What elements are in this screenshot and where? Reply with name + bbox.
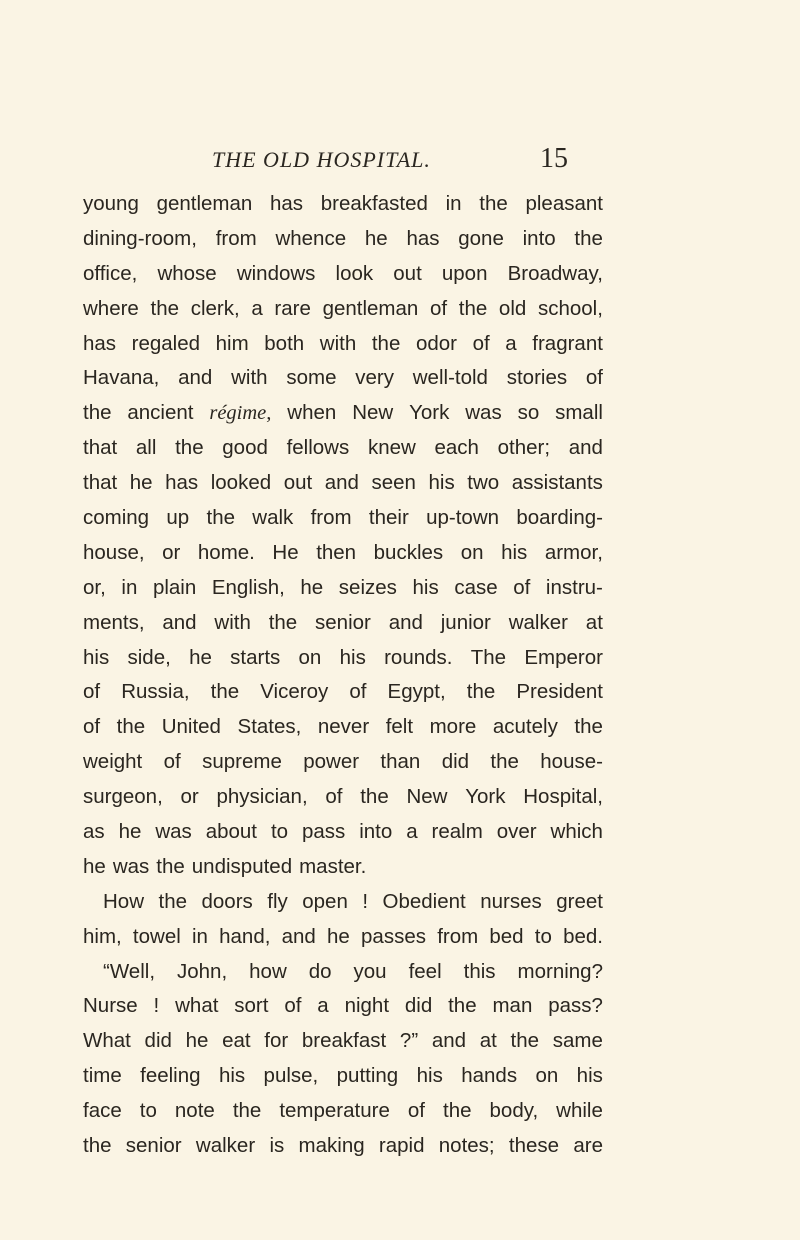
word: in — [191, 924, 208, 948]
word: open — [302, 889, 348, 913]
word: out — [393, 261, 422, 285]
word: fly — [267, 889, 288, 913]
word: gentleman — [156, 192, 253, 215]
word: than — [380, 750, 421, 774]
word: where — [83, 296, 139, 320]
text-line — [83, 920, 603, 955]
word: knew — [367, 436, 416, 460]
word: the — [206, 506, 235, 530]
word: The — [470, 645, 507, 669]
word: into — [522, 226, 556, 250]
word: senior — [315, 610, 371, 634]
word: has — [406, 226, 440, 250]
word: the — [479, 192, 508, 215]
word: he — [118, 820, 142, 844]
word: temperature — [279, 1099, 390, 1123]
word: ?” — [399, 1029, 419, 1053]
word: hands — [461, 1064, 518, 1088]
word: in — [121, 575, 138, 599]
word: at — [585, 610, 603, 634]
text-line — [83, 571, 603, 606]
word: a — [251, 296, 263, 320]
word: or — [162, 540, 181, 564]
word: rapid — [378, 1134, 425, 1158]
word: President — [516, 680, 603, 704]
word: ! — [153, 994, 160, 1018]
word: physician, — [216, 785, 308, 809]
text-line — [83, 327, 603, 362]
word: Russia, — [121, 680, 190, 704]
word: to — [534, 924, 552, 948]
word: gentleman — [322, 296, 419, 320]
text-line — [83, 885, 603, 920]
word: passes — [361, 924, 426, 948]
word: well-told — [412, 366, 488, 390]
text-line — [83, 1024, 603, 1059]
word: you — [353, 959, 387, 983]
word: plain — [152, 575, 197, 599]
word: the — [116, 715, 146, 739]
word: this — [463, 959, 496, 983]
word: of — [472, 331, 490, 355]
word: a — [317, 994, 329, 1018]
word: the — [448, 994, 477, 1018]
text-line — [83, 850, 603, 885]
word: he — [189, 645, 212, 669]
word: towel — [132, 924, 181, 948]
text-line — [83, 745, 603, 780]
word: body, — [489, 1099, 539, 1123]
word: fragrant — [532, 331, 603, 355]
word: on — [535, 1064, 559, 1088]
text-line — [83, 989, 603, 1024]
text-line — [83, 292, 603, 327]
word: house, — [83, 540, 145, 564]
word: he — [185, 1029, 209, 1053]
word: of — [83, 680, 101, 704]
word: for — [264, 1029, 289, 1053]
word: the — [268, 610, 298, 634]
word: small — [555, 401, 603, 425]
word: putting — [336, 1064, 399, 1088]
word: Emperor — [524, 645, 603, 669]
word: gone — [458, 226, 504, 250]
word: note — [174, 1099, 215, 1123]
word: the — [232, 1099, 262, 1123]
word: then — [316, 540, 357, 564]
word: on — [298, 645, 322, 669]
word: Egypt, — [387, 680, 446, 704]
word: How — [103, 889, 145, 913]
word: the — [490, 750, 519, 774]
word: office, — [83, 261, 138, 285]
word: has — [83, 331, 117, 355]
text-line — [83, 257, 603, 292]
word: the — [156, 854, 185, 878]
word: these — [508, 1134, 560, 1158]
word: weight — [83, 750, 143, 774]
word: his — [501, 540, 528, 564]
word: ! — [362, 889, 369, 913]
word: felt — [385, 715, 414, 739]
text-line — [83, 606, 603, 641]
word: rare — [274, 296, 311, 320]
word: a — [505, 331, 517, 355]
word: breakfasted — [320, 192, 428, 215]
word: régime, — [209, 402, 272, 425]
word: pulse, — [263, 1064, 319, 1088]
word: very — [355, 366, 394, 390]
word: of — [513, 575, 531, 599]
word: he — [300, 575, 324, 599]
word: as — [83, 820, 105, 844]
word: a — [406, 820, 418, 844]
word: that — [83, 471, 118, 495]
word: junior — [440, 610, 491, 634]
word: Hospital, — [523, 785, 603, 809]
text-line — [83, 536, 603, 571]
text-line — [83, 955, 603, 990]
word: or — [180, 785, 199, 809]
word: coming — [83, 506, 150, 530]
word: the — [83, 401, 112, 425]
word: feel — [408, 959, 442, 983]
word: with — [214, 610, 251, 634]
word: his — [83, 645, 110, 669]
word: assistants — [511, 471, 603, 495]
word: his — [339, 645, 366, 669]
text-line — [83, 431, 603, 466]
word: walker — [508, 610, 568, 634]
word: instru- — [545, 575, 603, 599]
word: power — [303, 750, 360, 774]
word: ments, — [83, 610, 145, 634]
word: out — [283, 471, 313, 495]
word: time — [83, 1064, 122, 1088]
word: the — [83, 1134, 112, 1158]
word: windows — [236, 261, 316, 285]
word: his — [416, 1064, 443, 1088]
word: the — [458, 296, 488, 320]
word: odor — [415, 331, 457, 355]
word: walk — [252, 506, 294, 530]
word: and — [431, 1029, 467, 1053]
word: doors — [201, 889, 253, 913]
word: regaled — [131, 331, 201, 355]
word: seen — [371, 471, 416, 495]
word: of — [407, 1099, 425, 1123]
word: while — [556, 1099, 603, 1123]
word: the — [466, 680, 496, 704]
word: breakfast — [301, 1029, 387, 1053]
word: about — [205, 820, 258, 844]
word: school, — [537, 296, 603, 320]
word: home. — [197, 540, 255, 564]
word: master. — [299, 854, 367, 878]
word: what — [175, 994, 219, 1018]
word: “Well, — [103, 959, 156, 983]
word: of — [585, 366, 603, 390]
word: undisputed — [191, 854, 293, 878]
word: their — [368, 506, 409, 530]
word: ancient — [127, 401, 194, 425]
word: in — [445, 192, 462, 215]
word: of — [284, 994, 302, 1018]
word: good — [222, 436, 268, 460]
word: greet — [556, 889, 603, 913]
word: pass — [301, 820, 346, 844]
word: was — [112, 854, 150, 878]
word: New — [406, 785, 448, 809]
word: of — [83, 715, 101, 739]
word: John, — [177, 959, 228, 983]
text-line — [83, 641, 603, 676]
word: did — [404, 994, 433, 1018]
word: he — [83, 854, 106, 878]
word: more — [429, 715, 477, 739]
word: the — [574, 715, 603, 739]
text-line — [83, 1059, 603, 1094]
word: two — [467, 471, 500, 495]
word: senior — [125, 1134, 182, 1158]
word: up — [166, 506, 190, 530]
text-line — [83, 815, 603, 850]
word: sort — [234, 994, 269, 1018]
word: of — [163, 750, 181, 774]
word: with — [319, 331, 357, 355]
word: York — [409, 401, 450, 425]
text-line — [83, 1094, 603, 1129]
word: Havana, — [83, 366, 160, 390]
word: New — [352, 401, 394, 425]
word: States, — [237, 715, 302, 739]
word: from — [215, 226, 257, 250]
word: man — [492, 994, 533, 1018]
word: has — [270, 192, 304, 215]
word: rounds. — [384, 645, 453, 669]
word: how — [249, 959, 287, 983]
word: the — [210, 680, 240, 704]
word: his — [412, 575, 439, 599]
word: Obedient — [382, 889, 466, 913]
word: pass? — [548, 994, 603, 1018]
word: the — [510, 1029, 540, 1053]
word: morning? — [517, 959, 603, 983]
word: on — [460, 540, 484, 564]
word: notes; — [438, 1134, 495, 1158]
text-line — [83, 187, 603, 222]
word: boarding- — [516, 506, 603, 530]
word: starts — [230, 645, 281, 669]
word: some — [286, 366, 337, 390]
text-line — [83, 222, 603, 257]
word: the — [158, 889, 187, 913]
word: and — [568, 436, 603, 460]
word: his — [576, 1064, 603, 1088]
text-line — [83, 675, 603, 710]
text-line — [83, 361, 603, 396]
word: and — [162, 610, 197, 634]
word: eat — [222, 1029, 251, 1053]
word: buckles — [373, 540, 444, 564]
word: feeling — [140, 1064, 201, 1088]
word: acutely — [492, 715, 558, 739]
word: the — [443, 1099, 472, 1123]
text-line — [83, 710, 603, 745]
word: nurses — [480, 889, 542, 913]
word: look — [335, 261, 374, 285]
word: over — [496, 820, 537, 844]
word: at — [479, 1029, 497, 1053]
word: to — [139, 1099, 157, 1123]
word: realm — [431, 820, 483, 844]
word: Broadway, — [507, 261, 603, 285]
text-line — [83, 396, 603, 431]
word: which — [550, 820, 603, 844]
word: other; — [497, 436, 551, 460]
body-text — [83, 187, 603, 1164]
word: whence — [275, 226, 347, 250]
word: he — [364, 226, 388, 250]
word: old — [498, 296, 527, 320]
word: and — [388, 610, 423, 634]
word: to — [270, 820, 289, 844]
word: both — [264, 331, 305, 355]
word: never — [317, 715, 370, 739]
text-line — [83, 1129, 603, 1164]
word: English, — [211, 575, 285, 599]
word: each — [434, 436, 479, 460]
word: the — [371, 331, 401, 355]
word: side, — [127, 645, 171, 669]
word: from — [310, 506, 352, 530]
word: seizes — [338, 575, 397, 599]
text-line — [83, 501, 603, 536]
text-line — [83, 466, 603, 501]
word: the — [175, 436, 204, 460]
running-title: THE OLD HOSPITAL. — [212, 147, 431, 172]
word: when — [287, 401, 337, 425]
word: and — [324, 471, 359, 495]
word: bed. — [563, 924, 603, 948]
word: of — [325, 785, 343, 809]
word: and — [281, 924, 316, 948]
word: he — [327, 924, 350, 948]
word: he — [129, 471, 153, 495]
word: did — [441, 750, 470, 774]
word: same — [552, 1029, 603, 1053]
word: night — [344, 994, 390, 1018]
word: making — [298, 1134, 365, 1158]
word: house- — [540, 750, 603, 774]
word: face — [83, 1099, 122, 1123]
word: was — [155, 820, 192, 844]
word: stories — [506, 366, 568, 390]
word: was — [465, 401, 502, 425]
word: is — [269, 1134, 285, 1158]
page-number: 15 — [540, 143, 568, 174]
word: his — [218, 1064, 246, 1088]
word: bed — [489, 924, 524, 948]
word: dining-room, — [83, 226, 197, 250]
word: him, — [83, 924, 122, 948]
word: the — [360, 785, 389, 809]
word: has — [165, 471, 199, 495]
word: did — [144, 1029, 172, 1053]
word: hand, — [219, 924, 271, 948]
word: young — [83, 192, 139, 215]
running-header — [0, 143, 800, 183]
word: do — [308, 959, 332, 983]
word: his — [428, 471, 455, 495]
text-line — [83, 780, 603, 815]
word: United — [161, 715, 221, 739]
word: case — [454, 575, 498, 599]
word: of — [349, 680, 367, 704]
word: Viceroy — [260, 680, 329, 704]
word: looked — [210, 471, 272, 495]
word: and — [178, 366, 213, 390]
word: clerk, — [190, 296, 240, 320]
word: supreme — [202, 750, 282, 774]
word: are — [573, 1134, 603, 1158]
word: whose — [157, 261, 217, 285]
word: He — [272, 540, 299, 564]
word: surgeon, — [83, 785, 163, 809]
word: up-town — [426, 506, 500, 530]
word: the — [150, 296, 180, 320]
word: York — [465, 785, 506, 809]
word: armor, — [544, 540, 603, 564]
word: into — [359, 820, 393, 844]
word: What — [83, 1029, 131, 1053]
word: fellows — [286, 436, 350, 460]
word: that — [83, 436, 118, 460]
word: with — [231, 366, 268, 390]
word: from — [437, 924, 479, 948]
word: so — [517, 401, 540, 425]
word: him — [215, 331, 249, 355]
word: of — [429, 296, 448, 320]
word: walker — [195, 1134, 256, 1158]
word: Nurse — [83, 994, 138, 1018]
word: the — [574, 226, 603, 250]
word: or, — [83, 575, 106, 599]
word: all — [135, 436, 157, 460]
word: upon — [441, 261, 488, 285]
word: pleasant — [525, 192, 603, 215]
